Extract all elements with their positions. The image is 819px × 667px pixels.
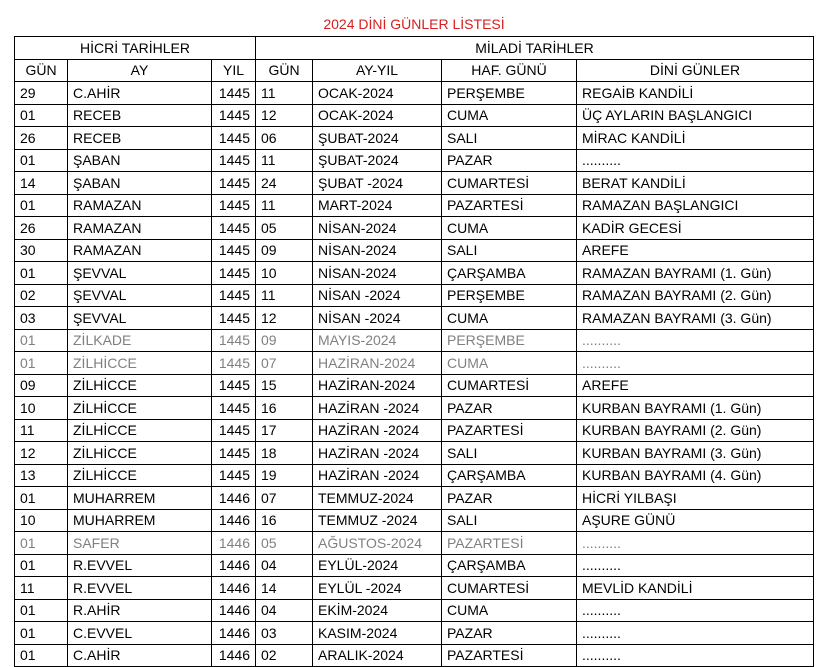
table-row	[15, 397, 814, 420]
miladi-gun-cell: 11	[256, 82, 313, 105]
hicri-yil-cell: 1445	[212, 284, 256, 307]
hicri-ay-cell: ŞEVVAL	[68, 284, 212, 307]
table-row	[15, 307, 814, 330]
dini-gun-cell: ..........	[577, 532, 814, 555]
hicri-ay-cell: C.AHİR	[68, 82, 212, 105]
hicri-ay-cell: ŞEVVAL	[68, 262, 212, 285]
hicri-yil-cell: 1446	[212, 487, 256, 510]
miladi-ay-yil-cell: ŞUBAT-2024	[313, 149, 442, 172]
miladi-ay-yil-cell: HAZİRAN -2024	[313, 397, 442, 420]
haf-gunu-cell: CUMA	[442, 599, 577, 622]
dini-gun-cell: KURBAN BAYRAMI (3. Gün)	[577, 442, 814, 465]
hicri-yil-cell: 1445	[212, 172, 256, 195]
table-row	[15, 104, 814, 127]
hicri-gun-cell: 01	[15, 149, 68, 172]
table-row	[15, 172, 814, 195]
hicri-ay-cell: SAFER	[68, 532, 212, 555]
hicri-gun-cell: 01	[15, 554, 68, 577]
hicri-yil-cell: 1445	[212, 442, 256, 465]
title-row	[15, 12, 814, 37]
miladi-gun-cell: 07	[256, 487, 313, 510]
hicri-gun-cell: 09	[15, 374, 68, 397]
hicri-yil-cell: 1445	[212, 464, 256, 487]
table-row	[15, 262, 814, 285]
dini-gun-cell: REGAİB KANDİLİ	[577, 82, 814, 105]
haf-gunu-cell: PAZARTESİ	[442, 644, 577, 667]
dini-gun-cell: MİRAC KANDİLİ	[577, 127, 814, 150]
hicri-yil-cell: 1445	[212, 194, 256, 217]
hicri-gun-cell: 01	[15, 644, 68, 667]
hicri-yil-cell: 1446	[212, 532, 256, 555]
haf-gunu-cell: PAZAR	[442, 487, 577, 510]
miladi-ay-yil-cell: HAZİRAN-2024	[313, 352, 442, 375]
miladi-gun-cell: 16	[256, 397, 313, 420]
hicri-ay-cell: R.AHİR	[68, 599, 212, 622]
hicri-yil-cell: 1445	[212, 104, 256, 127]
dini-gun-cell: ..........	[577, 644, 814, 667]
hicri-gun-cell: 01	[15, 487, 68, 510]
haf-gunu-cell: CUMARTESİ	[442, 374, 577, 397]
hicri-ay-cell: ŞABAN	[68, 172, 212, 195]
hicri-yil-cell: 1446	[212, 577, 256, 600]
table-row	[15, 374, 814, 397]
haf-gunu-cell: PAZAR	[442, 149, 577, 172]
miladi-ay-yil-cell: KASIM-2024	[313, 622, 442, 645]
table-row	[15, 464, 814, 487]
hicri-gun-cell: 01	[15, 329, 68, 352]
dini-gun-cell: MEVLİD KANDİLİ	[577, 577, 814, 600]
hicri-gun-cell: 01	[15, 622, 68, 645]
miladi-gun-cell: 09	[256, 239, 313, 262]
hicri-yil-cell: 1446	[212, 509, 256, 532]
hicri-ay-cell: RAMAZAN	[68, 217, 212, 240]
hicri-ay-cell: R.EVVEL	[68, 577, 212, 600]
table-row	[15, 554, 814, 577]
haf-gunu-cell: ÇARŞAMBA	[442, 464, 577, 487]
miladi-ay-yil-cell: HAZİRAN-2024	[313, 374, 442, 397]
hicri-yil-cell: 1446	[212, 554, 256, 577]
hicri-yil-cell: 1446	[212, 644, 256, 667]
hicri-gun-cell: 01	[15, 194, 68, 217]
haf-gunu-cell: PERŞEMBE	[442, 284, 577, 307]
hicri-ay-cell: ZİLHİCCE	[68, 419, 212, 442]
dini-gun-cell: ÜÇ AYLARIN BAŞLANGICI	[577, 104, 814, 127]
miladi-gun-cell: 17	[256, 419, 313, 442]
table-row	[15, 622, 814, 645]
haf-gunu-cell: PERŞEMBE	[442, 329, 577, 352]
miladi-gun-cell: 19	[256, 464, 313, 487]
miladi-ay-yil-cell: HAZİRAN -2024	[313, 464, 442, 487]
hicri-gun-cell: 03	[15, 307, 68, 330]
haf-gunu-cell: PAZARTESİ	[442, 194, 577, 217]
hicri-gun-cell: 30	[15, 239, 68, 262]
hicri-gun-cell: 11	[15, 419, 68, 442]
miladi-ay-yil-cell: ARALIK-2024	[313, 644, 442, 667]
table-row	[15, 149, 814, 172]
miladi-gun-cell: 04	[256, 554, 313, 577]
hicri-yil-cell: 1445	[212, 374, 256, 397]
col-miladi-gun: GÜN	[256, 59, 313, 82]
dini-gun-cell: RAMAZAN BAYRAMI (1. Gün)	[577, 262, 814, 285]
miladi-ay-yil-cell: AĞUSTOS-2024	[313, 532, 442, 555]
hicri-ay-cell: ZİLHİCCE	[68, 442, 212, 465]
hicri-ay-cell: ZİLHİCCE	[68, 464, 212, 487]
haf-gunu-cell: SALI	[442, 442, 577, 465]
hicri-yil-cell: 1446	[212, 599, 256, 622]
hicri-yil-cell: 1446	[212, 622, 256, 645]
table-row	[15, 644, 814, 667]
table-row	[15, 217, 814, 240]
hicri-gun-cell: 26	[15, 127, 68, 150]
miladi-ay-yil-cell: EYLÜL -2024	[313, 577, 442, 600]
miladi-gun-cell: 24	[256, 172, 313, 195]
hicri-gun-cell: 01	[15, 352, 68, 375]
dini-gun-cell: AREFE	[577, 239, 814, 262]
dini-gun-cell: KURBAN BAYRAMI (2. Gün)	[577, 419, 814, 442]
col-haf-gunu: HAF. GÜNÜ	[442, 59, 577, 82]
miladi-gun-cell: 06	[256, 127, 313, 150]
miladi-ay-yil-cell: NİSAN -2024	[313, 284, 442, 307]
dini-gun-cell: ..........	[577, 599, 814, 622]
haf-gunu-cell: CUMARTESİ	[442, 172, 577, 195]
miladi-gun-cell: 04	[256, 599, 313, 622]
miladi-gun-cell: 14	[256, 577, 313, 600]
haf-gunu-cell: SALI	[442, 509, 577, 532]
hicri-ay-cell: ZİLHİCCE	[68, 397, 212, 420]
hicri-yil-cell: 1445	[212, 127, 256, 150]
dini-gun-cell: ..........	[577, 622, 814, 645]
table-row	[15, 352, 814, 375]
miladi-gun-cell: 10	[256, 262, 313, 285]
miladi-gun-cell: 18	[256, 442, 313, 465]
hicri-gun-cell: 01	[15, 532, 68, 555]
hicri-gun-cell: 01	[15, 104, 68, 127]
hicri-yil-cell: 1445	[212, 307, 256, 330]
hicri-ay-cell: C.EVVEL	[68, 622, 212, 645]
hicri-yil-cell: 1445	[212, 352, 256, 375]
miladi-gun-cell: 07	[256, 352, 313, 375]
haf-gunu-cell: PAZAR	[442, 397, 577, 420]
miladi-ay-yil-cell: NİSAN-2024	[313, 217, 442, 240]
miladi-ay-yil-cell: EKİM-2024	[313, 599, 442, 622]
miladi-gun-cell: 12	[256, 307, 313, 330]
miladi-gun-cell: 11	[256, 284, 313, 307]
dini-gun-cell: HİCRİ YILBAŞI	[577, 487, 814, 510]
miladi-ay-yil-cell: MART-2024	[313, 194, 442, 217]
haf-gunu-cell: CUMA	[442, 307, 577, 330]
hicri-gun-cell: 13	[15, 464, 68, 487]
miladi-gun-cell: 05	[256, 217, 313, 240]
miladi-header: MİLADİ TARİHLER	[256, 37, 814, 60]
dini-gun-cell: ..........	[577, 149, 814, 172]
hicri-yil-cell: 1445	[212, 262, 256, 285]
miladi-gun-cell: 15	[256, 374, 313, 397]
miladi-ay-yil-cell: HAZİRAN -2024	[313, 442, 442, 465]
miladi-ay-yil-cell: EYLÜL-2024	[313, 554, 442, 577]
miladi-ay-yil-cell: HAZİRAN -2024	[313, 419, 442, 442]
col-hicri-gun: GÜN	[15, 59, 68, 82]
hicri-gun-cell: 11	[15, 577, 68, 600]
miladi-ay-yil-cell: ŞUBAT-2024	[313, 127, 442, 150]
haf-gunu-cell: PAZARTESİ	[442, 419, 577, 442]
haf-gunu-cell: ÇARŞAMBA	[442, 262, 577, 285]
table-row	[15, 127, 814, 150]
hicri-yil-cell: 1445	[212, 217, 256, 240]
table-row	[15, 284, 814, 307]
hicri-ay-cell: ZİLKADE	[68, 329, 212, 352]
dini-gun-cell: ..........	[577, 329, 814, 352]
dini-gun-cell: AREFE	[577, 374, 814, 397]
dini-gun-cell: BERAT KANDİLİ	[577, 172, 814, 195]
table-row	[15, 599, 814, 622]
dini-gunler-table	[14, 12, 814, 667]
hicri-ay-cell: RECEB	[68, 127, 212, 150]
table-row	[15, 442, 814, 465]
dini-gun-cell: ..........	[577, 554, 814, 577]
hicri-gun-cell: 14	[15, 172, 68, 195]
dini-gun-cell: KURBAN BAYRAMI (4. Gün)	[577, 464, 814, 487]
table-row	[15, 487, 814, 510]
table-row	[15, 329, 814, 352]
dini-gun-cell: KURBAN BAYRAMI (1. Gün)	[577, 397, 814, 420]
hicri-ay-cell: RECEB	[68, 104, 212, 127]
hicri-gun-cell: 10	[15, 509, 68, 532]
table-row	[15, 239, 814, 262]
miladi-ay-yil-cell: TEMMUZ-2024	[313, 487, 442, 510]
hicri-ay-cell: C.AHİR	[68, 644, 212, 667]
miladi-ay-yil-cell: OCAK-2024	[313, 82, 442, 105]
miladi-ay-yil-cell: NİSAN-2024	[313, 239, 442, 262]
col-miladi-ay-yil: AY-YIL	[313, 59, 442, 82]
haf-gunu-cell: CUMA	[442, 352, 577, 375]
hicri-yil-cell: 1445	[212, 397, 256, 420]
hicri-ay-cell: ZİLHİCCE	[68, 352, 212, 375]
col-dini-gunler: DİNİ GÜNLER	[577, 59, 814, 82]
miladi-ay-yil-cell: NİSAN -2024	[313, 307, 442, 330]
miladi-ay-yil-cell: MAYIS-2024	[313, 329, 442, 352]
dini-gun-cell: AŞURE GÜNÜ	[577, 509, 814, 532]
hicri-gun-cell: 26	[15, 217, 68, 240]
miladi-ay-yil-cell: ŞUBAT -2024	[313, 172, 442, 195]
hicri-gun-cell: 29	[15, 82, 68, 105]
col-hicri-yil: YIL	[212, 59, 256, 82]
hicri-ay-cell: ZİLHİCCE	[68, 374, 212, 397]
table-row	[15, 532, 814, 555]
hicri-yil-cell: 1445	[212, 82, 256, 105]
miladi-gun-cell: 05	[256, 532, 313, 555]
dini-gun-cell: KADİR GECESİ	[577, 217, 814, 240]
miladi-gun-cell: 03	[256, 622, 313, 645]
column-header-row	[15, 59, 814, 82]
haf-gunu-cell: SALI	[442, 239, 577, 262]
table-row	[15, 577, 814, 600]
hicri-yil-cell: 1445	[212, 149, 256, 172]
haf-gunu-cell: CUMA	[442, 104, 577, 127]
hicri-yil-cell: 1445	[212, 239, 256, 262]
hicri-ay-cell: MUHARREM	[68, 509, 212, 532]
hicri-ay-cell: MUHARREM	[68, 487, 212, 510]
miladi-ay-yil-cell: OCAK-2024	[313, 104, 442, 127]
hicri-ay-cell: R.EVVEL	[68, 554, 212, 577]
table-row	[15, 82, 814, 105]
haf-gunu-cell: SALI	[442, 127, 577, 150]
hicri-yil-cell: 1445	[212, 419, 256, 442]
hicri-gun-cell: 02	[15, 284, 68, 307]
haf-gunu-cell: PERŞEMBE	[442, 82, 577, 105]
hicri-gun-cell: 01	[15, 599, 68, 622]
hicri-ay-cell: RAMAZAN	[68, 239, 212, 262]
miladi-gun-cell: 02	[256, 644, 313, 667]
table-row	[15, 194, 814, 217]
miladi-gun-cell: 16	[256, 509, 313, 532]
miladi-ay-yil-cell: TEMMUZ -2024	[313, 509, 442, 532]
dini-gun-cell: RAMAZAN BAYRAMI (2. Gün)	[577, 284, 814, 307]
hicri-gun-cell: 10	[15, 397, 68, 420]
miladi-gun-cell: 12	[256, 104, 313, 127]
dini-gun-cell: RAMAZAN BAYRAMI (3. Gün)	[577, 307, 814, 330]
hicri-header: HİCRİ TARİHLER	[15, 37, 256, 60]
hicri-gun-cell: 01	[15, 262, 68, 285]
haf-gunu-cell: CUMA	[442, 217, 577, 240]
hicri-ay-cell: ŞEVVAL	[68, 307, 212, 330]
col-hicri-ay: AY	[68, 59, 212, 82]
group-header-row	[15, 37, 814, 60]
miladi-ay-yil-cell: NİSAN-2024	[313, 262, 442, 285]
miladi-gun-cell: 11	[256, 194, 313, 217]
hicri-yil-cell: 1445	[212, 329, 256, 352]
hicri-ay-cell: ŞABAN	[68, 149, 212, 172]
haf-gunu-cell: PAZARTESİ	[442, 532, 577, 555]
haf-gunu-cell: CUMARTESİ	[442, 577, 577, 600]
hicri-ay-cell: RAMAZAN	[68, 194, 212, 217]
table-row	[15, 509, 814, 532]
haf-gunu-cell: PAZAR	[442, 622, 577, 645]
hicri-gun-cell: 12	[15, 442, 68, 465]
dini-gun-cell: RAMAZAN BAŞLANGICI	[577, 194, 814, 217]
haf-gunu-cell: ÇARŞAMBA	[442, 554, 577, 577]
dini-gun-cell: ..........	[577, 352, 814, 375]
table-row	[15, 419, 814, 442]
page-title: 2024 DİNİ GÜNLER LİSTESİ	[323, 16, 505, 32]
miladi-gun-cell: 09	[256, 329, 313, 352]
miladi-gun-cell: 11	[256, 149, 313, 172]
